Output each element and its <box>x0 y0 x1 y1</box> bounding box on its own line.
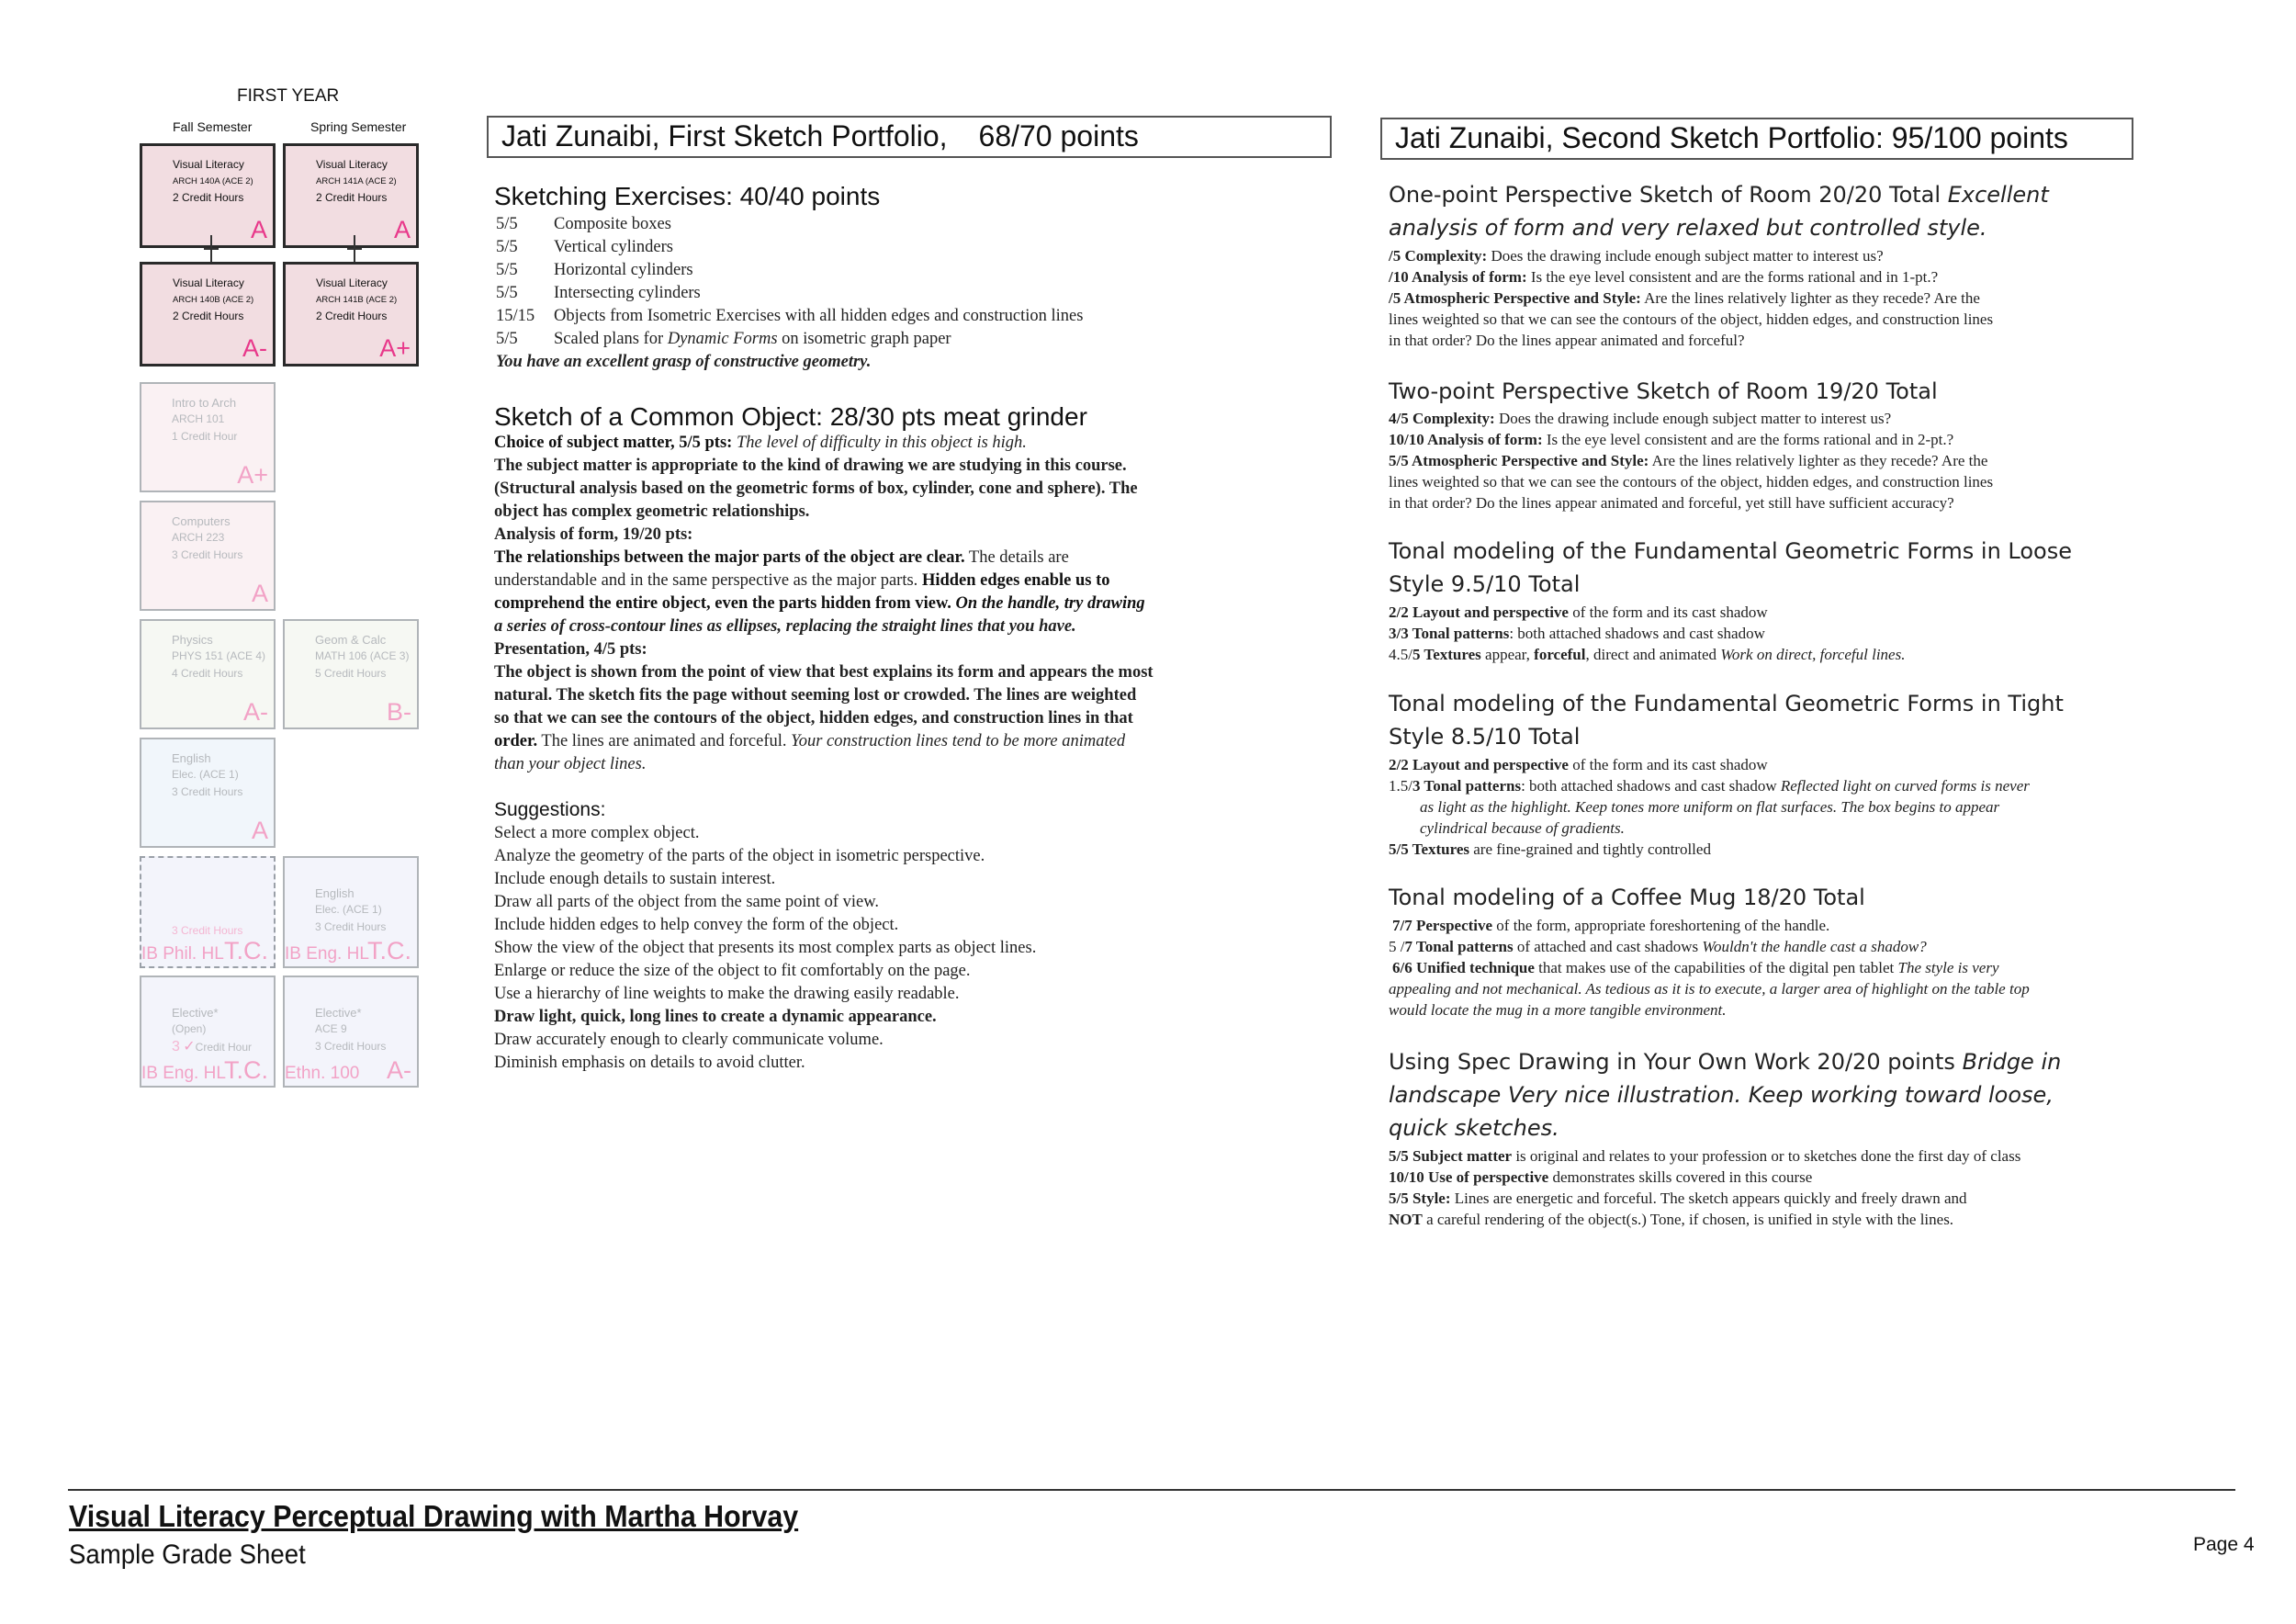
course-elective-ace9 <box>283 976 419 1088</box>
criteria-comment: The style is very <box>1897 959 1999 976</box>
presentation-line: natural. The sketch fits the page without seeming lost or crowded. The lines are weighted <box>494 686 1137 705</box>
criteria-text: of the form and its cast shadow <box>1568 603 1768 621</box>
course-hours-row <box>172 1038 274 1056</box>
criteria-label: 2/2 Layout and perspective <box>1389 756 1569 773</box>
item-score: 15/15 <box>496 307 535 325</box>
course-code: MATH 106 (ACE 3) <box>315 649 410 662</box>
item-tail: on isometric graph paper <box>782 330 951 348</box>
course-grade: A+ <box>237 461 268 489</box>
criteria-line: in that order? Do the lines appear animated and forceful, yet still have sufficient accuracy? <box>1389 494 1954 512</box>
sketching-closing: You have an excellent grasp of constructive geometry. <box>496 353 872 371</box>
course-code: ARCH 141B (ACE 2) <box>316 295 398 305</box>
analysis-bold: The relationships between the major parts of the object are clear. <box>494 548 965 567</box>
course-hours: 5 Credit Hours <box>315 667 387 680</box>
course-title: Visual Literacy <box>173 158 244 171</box>
course-ib-philosophy <box>140 856 276 968</box>
second-portfolio-header: Jati Zunaibi, Second Sketch Portfolio: 95/100 points <box>1380 118 2133 160</box>
course-grade: A- <box>387 1056 411 1084</box>
analysis-italic: On the handle, try drawing <box>955 594 1145 613</box>
sketch-item <box>496 215 671 234</box>
course-code: ARCH 223 <box>172 531 225 544</box>
sketch-item <box>496 261 693 280</box>
course-title: Visual Literacy <box>316 158 388 171</box>
criteria-text: , direct and animated <box>1585 646 1721 663</box>
course-visual-literacy-140b <box>140 262 276 367</box>
presentation-italic: Your construction lines tend to be more animated <box>791 732 1126 750</box>
analysis-heading: Analysis of form, 19/20 pts: <box>494 525 693 544</box>
presentation-line <box>494 732 1125 751</box>
transfer-course-name: Ethn. 100 <box>285 1064 360 1083</box>
strikethrough-mark: ✓ <box>183 1039 196 1054</box>
criteria-label: /10 Analysis of form: <box>1389 268 1527 286</box>
suggestion-item: Use a hierarchy of line weights to make the drawing easily readable. <box>494 985 960 1003</box>
criteria-line <box>1389 431 1953 449</box>
analysis-line <box>494 594 1145 614</box>
two-point-heading: Two-point Perspective Sketch of Room 19/20 Total <box>1389 378 1938 404</box>
criteria-score: 4.5/ <box>1389 646 1412 663</box>
course-hours: 2 Credit Hours <box>173 310 244 322</box>
course-code: Elec. (ACE 1) <box>315 903 382 916</box>
criteria-text: are fine-grained and tightly controlled <box>1469 840 1711 858</box>
criteria-text: of the form and its cast shadow <box>1568 756 1768 773</box>
item-text: Vertical cylinders <box>554 238 673 256</box>
course-physics <box>140 619 276 729</box>
criteria-score: 1.5/ <box>1389 777 1412 795</box>
criteria-line <box>1389 247 1884 265</box>
spec-drawing-title: Using Spec Drawing in Your Own Work 20/20 points <box>1389 1049 1955 1075</box>
transfer-course-name: IB Phil. HL <box>141 944 224 964</box>
choice-comment: The level of difficulty in this object is high. <box>736 434 1027 452</box>
criteria-label: 6/6 Unified technique <box>1392 959 1535 976</box>
criteria-text: of the form, appropriate foreshortening of the handle. <box>1492 917 1830 934</box>
fall-semester-label: Fall Semester <box>173 119 253 134</box>
criteria-label: NOT <box>1389 1211 1423 1228</box>
suggestion-item-bold: Draw light, quick, long lines to create a dynamic appearance. <box>494 1008 937 1026</box>
criteria-line <box>1389 603 1768 622</box>
suggestions-heading: Suggestions: <box>494 799 606 820</box>
analysis-line: a series of cross-contour lines as ellipses, replacing the straight lines that you have. <box>494 617 1076 636</box>
analysis-regular: The details are <box>968 548 1069 567</box>
course-intro-to-arch <box>140 382 276 492</box>
common-object-heading <box>494 402 1087 432</box>
one-point-heading <box>1389 182 2049 208</box>
criteria-text: Lines are energetic and forceful. The sketch appears quickly and freely drawn and <box>1450 1190 1967 1207</box>
criteria-label: 5 Textures <box>1412 646 1481 663</box>
choice-label: Choice of subject matter, 5/5 pts: <box>494 434 733 452</box>
criteria-line: in that order? Do the lines appear animated and forceful? <box>1389 332 1745 349</box>
course-code: Elec. (ACE 1) <box>172 768 239 781</box>
item-score: 5/5 <box>496 238 518 256</box>
spring-semester-label: Spring Semester <box>310 119 407 134</box>
criteria-label: 10/10 Use of perspective <box>1389 1168 1549 1186</box>
course-hours: 3 Credit Hours <box>172 785 243 798</box>
criteria-bold: forceful <box>1534 646 1586 663</box>
criteria-comment: cylindrical because of gradients. <box>1420 819 1625 837</box>
sketching-exercises-heading: Sketching Exercises: 40/40 points <box>494 182 881 210</box>
criteria-comment: would locate the mug in a more tangible environment. <box>1389 1001 1727 1019</box>
criteria-line <box>1389 777 2030 795</box>
criteria-line <box>1389 840 1711 859</box>
sketch-item <box>496 307 1083 326</box>
suggestion-item: Diminish emphasis on details to avoid clutter. <box>494 1054 805 1072</box>
credit-number: 3 <box>172 1039 180 1054</box>
course-hours: 2 Credit Hours <box>173 191 244 204</box>
criteria-line <box>1389 410 1891 428</box>
criteria-text: : both attached shadows and cast shadow <box>1521 777 1781 795</box>
course-hours: 3 Credit Hours <box>172 924 243 937</box>
course-title: Elective* <box>315 1006 362 1020</box>
criteria-text: is original and relates to your profession or to sketches done the first day of class <box>1512 1147 2021 1165</box>
criteria-text: : both attached shadows and cast shadow <box>1509 625 1765 642</box>
criteria-text: of attached and cast shadows <box>1513 938 1703 955</box>
course-grade: B- <box>387 698 411 726</box>
item-text: Intersecting cylinders <box>554 284 701 302</box>
item-text: Horizontal cylinders <box>554 261 693 279</box>
course-grade: A <box>251 580 268 607</box>
criteria-comment: Work on direct, forceful lines. <box>1720 646 1906 663</box>
criteria-label: 5/5 Textures <box>1389 840 1470 858</box>
criteria-line <box>1389 756 1768 774</box>
analysis-bold: comprehend the entire object, even the parts hidden from view. <box>494 594 951 613</box>
criteria-score: 5 / <box>1389 938 1405 955</box>
criteria-line <box>1389 289 1980 308</box>
course-computers <box>140 501 276 611</box>
criteria-line: lines weighted so that we can see the contours of the object, hidden edges, and construction lines <box>1389 310 1994 328</box>
prereq-connector-tick <box>204 248 219 250</box>
suggestion-item: Enlarge or reduce the size of the object to fit comfortably on the page. <box>494 962 971 980</box>
course-grade: A- <box>242 334 267 362</box>
item-score: 5/5 <box>496 330 518 348</box>
sketch-item <box>496 330 951 349</box>
analysis-line <box>494 548 1069 568</box>
course-hours: 3 Credit Hours <box>315 920 387 933</box>
criteria-line <box>1389 1147 2020 1166</box>
course-elective-open <box>140 976 276 1088</box>
criteria-line: lines weighted so that we can see the contours of the object, hidden edges, and construction lines <box>1389 473 1994 491</box>
course-grade: A <box>393 216 411 243</box>
spec-drawing-comment-3: quick sketches. <box>1389 1115 1559 1141</box>
criteria-line <box>1389 625 1765 643</box>
criteria-text: Does the drawing include enough subject matter to interest us? <box>1487 247 1884 265</box>
spec-drawing-heading <box>1389 1049 2061 1075</box>
criteria-label: 3/3 Tonal patterns <box>1389 625 1510 642</box>
sketch-item <box>496 284 701 303</box>
course-title: English <box>172 751 211 765</box>
object-line: The subject matter is appropriate to the kind of drawing we are studying in this course. <box>494 457 1127 475</box>
one-point-comment-2: analysis of form and very relaxed but controlled style. <box>1389 215 1987 241</box>
course-code: ARCH 140A (ACE 2) <box>173 176 253 186</box>
transfer-course-name: IB Eng. HL <box>141 1064 226 1083</box>
course-title: Geom & Calc <box>315 633 387 647</box>
course-title: Physics <box>172 633 213 647</box>
course-grade: T.C. <box>223 937 268 964</box>
course-grade: A <box>250 216 267 243</box>
prereq-connector-tick <box>347 248 362 250</box>
item-text: Objects from Isometric Exercises with all hidden edges and construction lines <box>554 307 1084 325</box>
course-title: English <box>315 886 355 900</box>
presentation-line: than your object lines. <box>494 755 647 773</box>
criteria-line <box>1389 938 1927 956</box>
course-geom-calc <box>283 619 419 729</box>
first-portfolio-points: 68/70 points <box>978 119 1139 152</box>
criteria-text: Are the lines relatively lighter as they recede? Are the <box>1649 452 1988 469</box>
first-portfolio-title: Jati Zunaibi, First Sketch Portfolio, <box>501 119 948 152</box>
suggestion-item: Select a more complex object. <box>494 824 700 842</box>
suggestion-item: Include hidden edges to help convey the form of the object. <box>494 916 899 934</box>
presentation-regular: The lines are animated and forceful. <box>541 732 787 750</box>
first-portfolio-header <box>487 116 1332 158</box>
object-line: (Structural analysis based on the geometric forms of box, cylinder, cone and sphere). The <box>494 479 1138 498</box>
criteria-line <box>1392 917 1829 935</box>
object-line: object has complex geometric relationships. <box>494 502 810 521</box>
criteria-comment: as light as the highlight. Keep tones more uniform on flat surfaces. The box begins to appear <box>1420 798 2000 816</box>
item-text: Scaled plans for <box>554 330 664 348</box>
criteria-label: 5/5 Atmospheric Perspective and Style: <box>1389 452 1649 469</box>
criteria-text: Is the eye level consistent and are the forms rational and in 1-pt.? <box>1526 268 1939 286</box>
presentation-line: so that we can see the contours of the object, hidden edges, and construction lines in that <box>494 709 1133 727</box>
course-grade: A- <box>243 698 268 726</box>
criteria-line <box>1389 452 1987 470</box>
criteria-label: /5 Atmospheric Perspective and Style: <box>1389 289 1641 307</box>
transfer-course-name: IB Eng. HL <box>285 944 369 964</box>
course-title: Visual Literacy <box>173 276 244 289</box>
presentation-line: The object is shown from the point of view that best explains its form and appears the most <box>494 663 1154 682</box>
footer-divider <box>68 1489 2235 1491</box>
course-grade: A+ <box>379 334 411 362</box>
course-code: (Open) <box>172 1022 207 1035</box>
choice-line <box>494 434 1027 453</box>
criteria-label: 5/5 Style: <box>1389 1190 1451 1207</box>
suggestion-item: Analyze the geometry of the parts of the object in isometric perspective. <box>494 847 985 865</box>
course-hours: 3 Credit Hours <box>315 1040 387 1053</box>
course-grade: A <box>251 817 268 844</box>
footer-subtitle: Sample Grade Sheet <box>69 1539 306 1570</box>
course-grade: T.C. <box>223 1056 268 1084</box>
criteria-line <box>1389 1211 1953 1229</box>
item-score: 5/5 <box>496 215 518 233</box>
course-english-ib <box>283 856 419 968</box>
criteria-text: Are the lines relatively lighter as they recede? Are the <box>1640 289 1980 307</box>
course-visual-literacy-141a <box>283 143 419 248</box>
criteria-label: /5 Complexity: <box>1389 247 1488 265</box>
tight-style-heading-1: Tonal modeling of the Fundamental Geometric Forms in Tight <box>1389 691 2064 716</box>
criteria-label: 7/7 Perspective <box>1392 917 1493 934</box>
course-hours: 2 Credit Hours <box>316 310 388 322</box>
common-object-name: meat grinder <box>942 402 1087 431</box>
criteria-comment: Wouldn't the handle cast a shadow? <box>1702 938 1927 955</box>
course-visual-literacy-141b <box>283 262 419 367</box>
course-title: Computers <box>172 514 231 528</box>
one-point-title: One-point Perspective Sketch of Room 20/20 Total <box>1389 182 1941 208</box>
criteria-line <box>1389 646 1905 664</box>
course-title: Elective* <box>172 1006 219 1020</box>
criteria-label: 4/5 Complexity: <box>1389 410 1495 427</box>
suggestion-item: Show the view of the object that presents its most complex parts as object lines. <box>494 939 1037 957</box>
footer-title: Visual Literacy Perceptual Drawing with Martha Horvay <box>69 1499 799 1533</box>
course-title: Intro to Arch <box>172 396 237 410</box>
course-hours: 1 Credit Hour <box>172 430 238 443</box>
course-code: ARCH 141A (ACE 2) <box>316 176 397 186</box>
criteria-label: 7 Tonal patterns <box>1404 938 1514 955</box>
course-hours: 4 Credit Hours <box>172 667 243 680</box>
course-grade: T.C. <box>366 937 411 964</box>
criteria-label: 2/2 Layout and perspective <box>1389 603 1569 621</box>
criteria-line <box>1389 1190 1967 1208</box>
one-point-comment: Excellent <box>1947 182 2049 208</box>
spec-drawing-comment-2: landscape Very nice illustration. Keep working toward loose, <box>1389 1082 2054 1108</box>
spec-drawing-comment: Bridge in <box>1962 1049 2062 1075</box>
tight-style-heading-2: Style 8.5/10 Total <box>1389 724 1581 750</box>
criteria-text: a careful rendering of the object(s.) Tone, if chosen, is unified in style with the lines. <box>1422 1211 1954 1228</box>
course-title: Visual Literacy <box>316 276 388 289</box>
item-score: 5/5 <box>496 284 518 302</box>
criteria-text: demonstrates skills covered in this course <box>1548 1168 1813 1186</box>
course-code: ARCH 140B (ACE 2) <box>173 295 254 305</box>
page-number: Page 4 <box>2193 1534 2255 1555</box>
criteria-comment: appealing and not mechanical. As tedious as it is to execute, a larger area of highlight on the table top <box>1389 980 2030 998</box>
criteria-text: that makes use of the capabilities of the digital pen tablet <box>1534 959 1898 976</box>
suggestion-item: Include enough details to sustain interest. <box>494 870 776 888</box>
course-hours: Credit Hour <box>195 1041 253 1054</box>
criteria-line <box>1389 1168 1812 1187</box>
item-italic: Dynamic Forms <box>667 330 778 348</box>
presentation-bold: order. <box>494 732 538 750</box>
analysis-line <box>494 571 1110 591</box>
course-hours: 2 Credit Hours <box>316 191 388 204</box>
item-text: Composite boxes <box>554 215 671 233</box>
analysis-regular: understandable and in the same perspective as the major parts. <box>494 571 918 590</box>
coffee-mug-heading: Tonal modeling of a Coffee Mug 18/20 Total <box>1389 885 1865 910</box>
presentation-heading: Presentation, 4/5 pts: <box>494 640 647 659</box>
first-year-label: FIRST YEAR <box>237 86 340 106</box>
criteria-label: 3 Tonal patterns <box>1412 777 1522 795</box>
criteria-line <box>1392 959 1999 977</box>
criteria-label: 5/5 Subject matter <box>1389 1147 1513 1165</box>
course-hours: 3 Credit Hours <box>172 548 243 561</box>
course-code: ACE 9 <box>315 1022 347 1035</box>
loose-style-heading-1: Tonal modeling of the Fundamental Geometric Forms in Loose <box>1389 538 2072 564</box>
loose-style-heading-2: Style 9.5/10 Total <box>1389 571 1581 597</box>
criteria-label: 10/10 Analysis of form: <box>1389 431 1543 448</box>
course-code: ARCH 101 <box>172 412 225 425</box>
sketch-item <box>496 238 673 257</box>
course-code: PHYS 151 (ACE 4) <box>172 649 266 662</box>
suggestion-item: Draw accurately enough to clearly communicate volume. <box>494 1031 884 1049</box>
criteria-text: Does the drawing include enough subject matter to interest us? <box>1494 410 1892 427</box>
common-object-title: Sketch of a Common Object: 28/30 pts <box>494 402 936 431</box>
criteria-comment: Reflected light on curved forms is never <box>1780 777 2030 795</box>
course-english-elective <box>140 738 276 848</box>
analysis-bold: Hidden edges enable us to <box>921 571 1110 590</box>
item-score: 5/5 <box>496 261 518 279</box>
criteria-text: Is the eye level consistent and are the forms rational and in 2-pt.? <box>1542 431 1954 448</box>
criteria-text: appear, <box>1480 646 1535 663</box>
criteria-line <box>1389 268 1938 287</box>
suggestion-item: Draw all parts of the object from the same point of view. <box>494 893 880 911</box>
course-visual-literacy-140a <box>140 143 276 248</box>
